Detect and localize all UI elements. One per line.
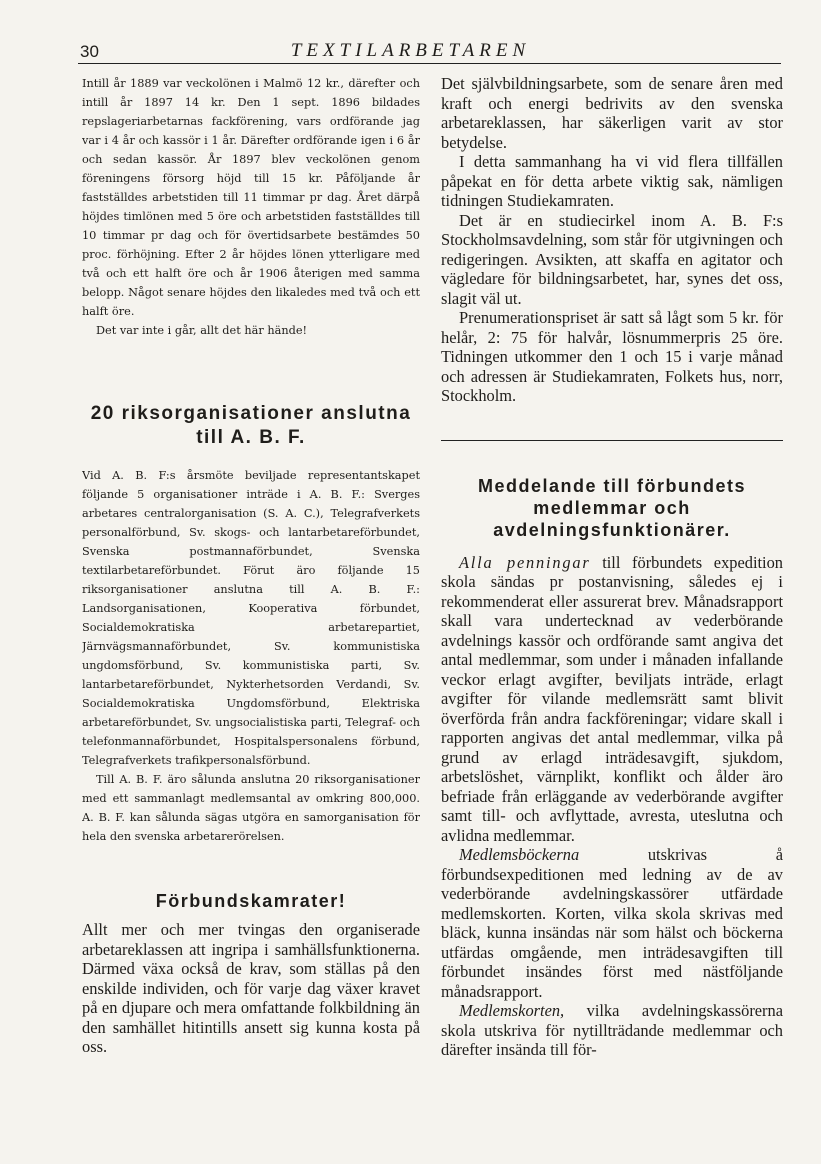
- page-number: 30: [80, 42, 99, 61]
- medd-article: [441, 553, 783, 1060]
- kamrat-heading: Förbundskamrater!: [155, 891, 347, 911]
- kamrat-paragraph: Allt mer och mer tvingas den organiserade arbetareklassen att ingripa i samhällsfunktionerna. Därmed växa också de krav, som ställas på den enskilde individen, och för varje dag växer kravet på en djupare och mera omfattande folkbildning än den samhället hitintills ansett sig kunna kosta på oss.: [82, 920, 420, 1056]
- medd-lead-books: Medlemsböckerna: [459, 845, 580, 864]
- study-paragraph: I detta sammanhang ha vi vid flera tillfällen påpekat en för detta arbete viktig sak, nämligen tidningen Studiekamraten.: [441, 152, 783, 210]
- medd-paragraph: [441, 553, 783, 846]
- kamrat-article: [82, 920, 420, 1057]
- riks-paragraph: Till A. B. F. äro sålunda anslutna 20 riksorganisationer med ett sammanlagt medlemsantal av omkring 800,000. A. B. F. kan sålunda sägas utgöra en samorganisation för hela den svenska arbetarerörelsen.: [82, 773, 420, 843]
- right-column: [441, 74, 783, 1144]
- intro-paragraph: Intill år 1889 var veckolönen i Malmö 12 kr., därefter och intill år 1897 14 kr. Den 1 sept. 1896 bildades repslageriarbetarnas fackförening, vars ordförande jag var i 4 år och kassör i 1 år. Därefter ordförande igen i 6 år och sedan kassör. År 1897 blev veckolönen genom föreningens försorg höjd till 15 kr. Påföljande år fastställdes arbetstiden till 11 timmar pr dag. Året därpå höjdes timlönen med 5 öre och arbetstiden fastställdes till 10 timmar pr dag och för övertidsarbete bestämdes 50 proc. förhöjning. Efter 2 år höjdes lönen ytterligare med två och ett halft öre och år 1906 återigen med samma belopp. Något senare höjdes den likaledes med två och ett halft öre.: [82, 77, 420, 318]
- section-divider: [441, 440, 783, 441]
- study-paragraph: Det är en studiecirkel inom A. B. F:s Stockholmsavdelning, som står för utgivningen och redigeringen. Avsikten, att skaffa en agitator och vägledare för bildningsarbetet, har, synes det oss, slagit väl ut.: [441, 210, 783, 308]
- left-column: [82, 74, 420, 1144]
- medd-heading: Meddelande till förbundets medlemmar och avdelningsfunktionärer.: [477, 475, 746, 540]
- medd-text-cards: vilka avdelningskassörerna skola utskriva för nytillträdande medlemmar och därefter insända till för-: [441, 1001, 783, 1059]
- intro-paragraph: Det var inte i går, allt det här hände!: [96, 324, 308, 337]
- medd-paragraph: [441, 845, 783, 1001]
- medd-paragraph: [441, 1001, 783, 1060]
- study-paragraph: Det självbildningsarbete, som de senare åren med kraft och energi bedrivits av den svenska arbetareklassen, har säkerligen varit av stor betydelse.: [441, 74, 783, 152]
- medd-text-payments: till förbundets expedition skola sändas pr postanvisning, således ej i rekommenderat eller assurerat brev. Månadsrapport skall vara undertecknad av vederbörande avdelnings kassör och ordförande samt angiva det antal medlemmar, som under i månaden infallande veckor erlagt avgifter, beviljats inträde, erlagt avgifter för vilande medlemsrätt samt blivit överförda från andra fackföreningar; vidare skall i rapporten angivas det antal medlemmar, vilka på grund av erlagd inträdesavgift, sjukdom, arbetslöshet, värnplikt, konflikt och ålder äro befriade från erläggande av vederbörande avgifter samt till- och avflyttade, avresta, uteslutna och avlidna medlemmar.: [441, 552, 783, 845]
- running-title: TEXTILARBETAREN: [290, 40, 531, 61]
- header-rule: [78, 63, 781, 64]
- riks-heading: 20 riksorganisationer anslutna till A. B. F.: [90, 403, 412, 448]
- medd-lead-payments: Alla penningar: [459, 552, 591, 572]
- riks-article: [82, 466, 420, 846]
- study-article: [441, 74, 783, 406]
- riks-paragraph: Vid A. B. F:s årsmöte beviljade representantskapet följande 5 organisationer inträde i A. B. F.: Sverges arbetares centralorganisation (S. A. C.), Telegrafverkets personalförbund, Sv. skogs- och lantarbetareförbundet, Svenska postmannaförbundet, Svenska textilarbetareförbundet. Förut äro följande 15 riksorganisationer anslutna till A. B. F.: Landsorganisationen, Kooperativa förbundet, Socialdemokratiska arbetarepartiet, Järnvägsmannaförbundet, Sv. kommunistiska ungdomsförbund, Sv. kommunistiska parti, Sv. lantarbetareförbundet, Nykterhetsorden Verdandi, Sv. Socialdemokratiska Ungdomsförbund, Elektriska arbetareförbundet, Sv. ungsocialistiska parti, Telegraf- och telefonmannaförbundet, Hospitalspersonalens förbund, Telegrafverkets trafikpersonalsförbund.: [82, 469, 420, 767]
- medd-text-books: utskrivas å förbundsexpeditionen med ledning av de av vederbörande avdelningskassörer utfärdade medlemskorten. Korten, vilka skola skrivas med bläck, kunna insändas när som hälst och böckerna utfärdas omgående, men inträdesavgiften till förbundet insändes först med nästföljande månadsrapport.: [441, 845, 783, 1001]
- study-paragraph: Prenumerationspriset är satt så lågt som 5 kr. för helår, 2: 75 för halvår, lösnummerpris 25 öre. Tidningen utkommer den 1 och 15 i varje månad och adressen är Studiekamraten, Folkets hus, norr, Stockholm.: [441, 308, 783, 405]
- intro-article: [82, 74, 420, 340]
- medd-lead-cards: Medlemskorten,: [459, 1001, 565, 1020]
